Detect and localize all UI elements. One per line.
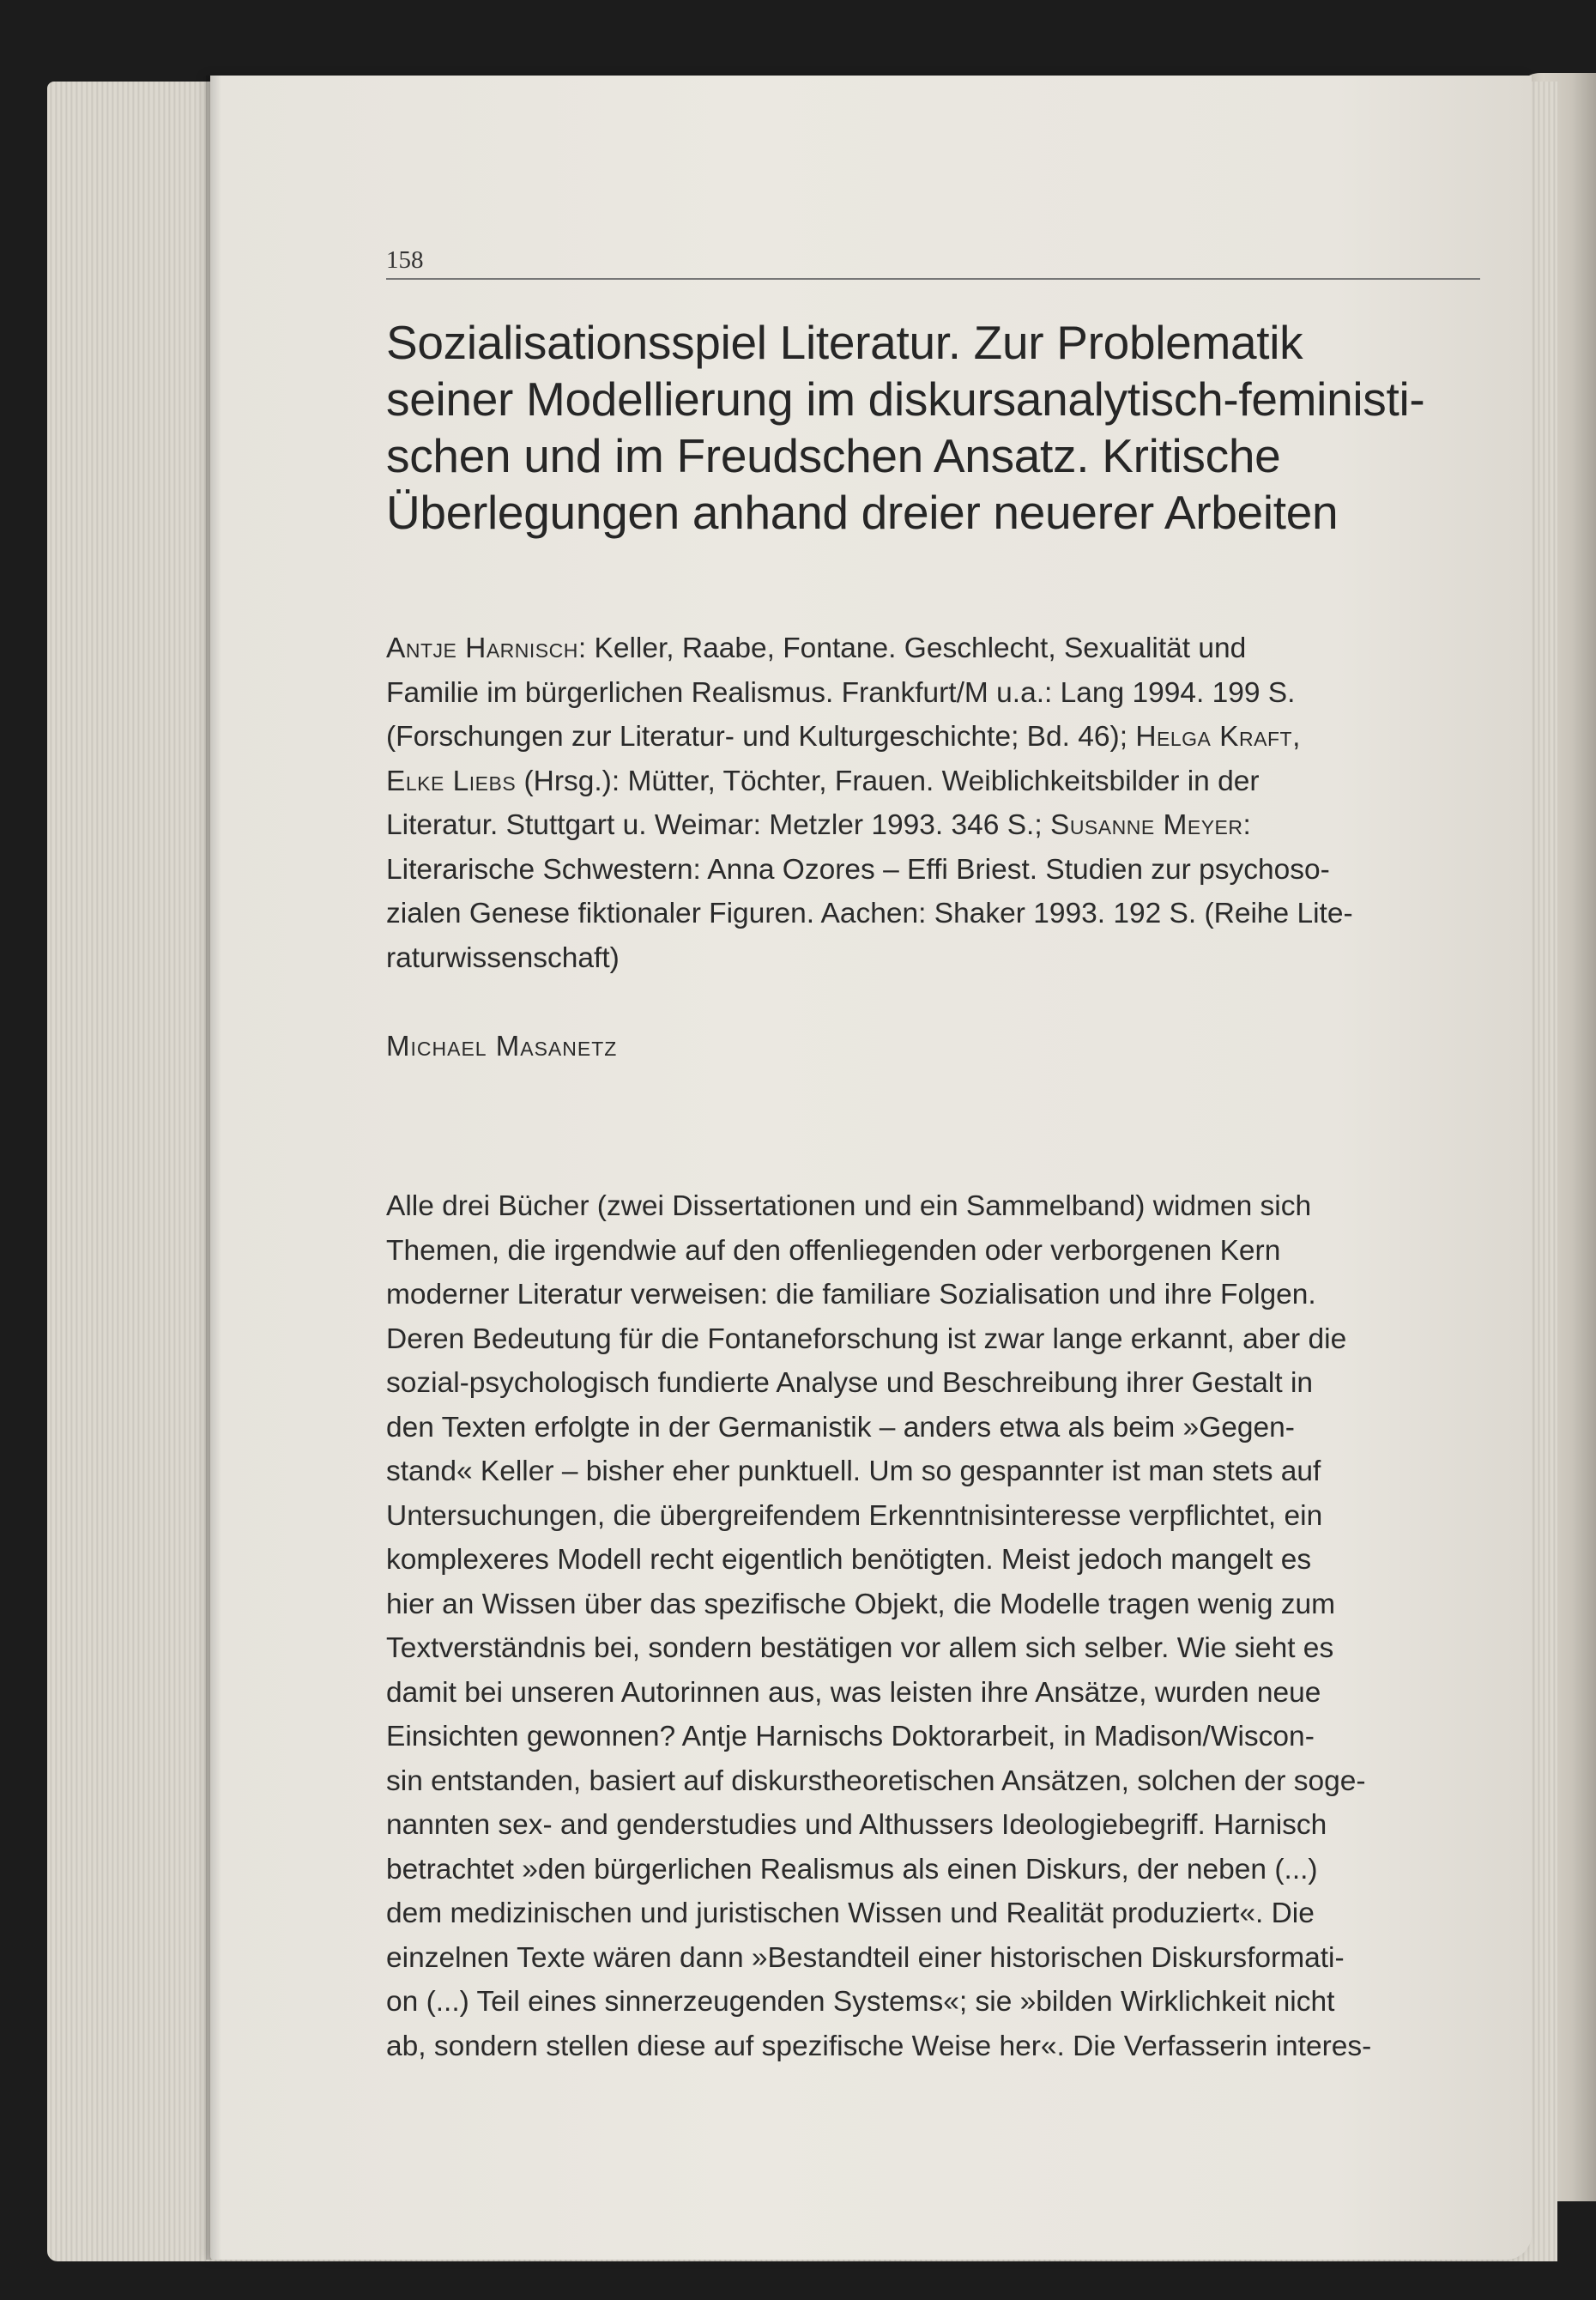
biblio-line: zialen Genese fiktionaler Figuren. Aachen: Shaker 1993. 192 S. (Reihe Lite- — [386, 898, 1353, 929]
running-header — [386, 239, 1480, 280]
biblio-author: Elke Liebs — [386, 765, 517, 797]
body-line: Einsichten gewonnen? Antje Harnischs Doktorarbeit, in Madison/Wiscon- — [386, 1721, 1315, 1752]
body-line: Themen, die irgendwie auf den offenliegenden oder verborgenen Kern — [386, 1234, 1281, 1267]
body-line: Alle drei Bücher (zwei Dissertationen und ein Sammelband) widmen sich — [386, 1190, 1312, 1222]
body-line: damit bei unseren Autorinnen aus, was leisten ihre Ansätze, wurden neue — [386, 1676, 1321, 1709]
body-line: moderner Literatur verweisen: die familiare Sozialisation und ihre Folgen. — [386, 1279, 1316, 1310]
biblio-author: Helga Kraft, — [1135, 721, 1301, 753]
page-edge-shadow — [206, 76, 221, 2260]
page-number: 158 — [386, 246, 424, 274]
biblio-line: raturwissenschaft) — [386, 941, 620, 974]
body-line: on (...) Teil eines sinnerzeugenden Systems«; sie »bilden Wirklichkeit nicht — [386, 1986, 1335, 2018]
title-line: Sozialisationsspiel Literatur. Zur Problematik — [386, 316, 1303, 369]
body-line: dem medizinischen und juristischen Wissen und Realität produziert«. Die — [386, 1898, 1315, 1929]
biblio-line: Elke Liebs (Hrsg.): Mütter, Töchter, Frauen. Weiblichkeitsbilder in der — [386, 765, 1260, 797]
body-line: ab, sondern stellen diese auf spezifische Weise her«. Die Verfasserin interes- — [386, 2030, 1372, 2062]
body-line: Deren Bedeutung für die Fontaneforschung ist zwar lange erkannt, aber die — [386, 1322, 1347, 1355]
biblio-author: Susanne Meyer — [1049, 809, 1243, 841]
biblio-line: Literatur. Stuttgart u. Weimar: Metzler 1993. 346 S.; Susanne Meyer: — [386, 809, 1251, 841]
body-line: stand« Keller – bisher eher punktuell. Um so gespannter ist man stets auf — [386, 1456, 1321, 1487]
biblio-line: Familie im bürgerlichen Realismus. Frankfurt/M u.a.: Lang 1994. 199 S. — [386, 676, 1296, 709]
body-text — [386, 1184, 1480, 2068]
body-line: Textverständnis bei, sondern bestätigen vor allem sich selber. Wie sieht es — [386, 1632, 1334, 1664]
biblio-author: Antje Harnisch — [386, 632, 578, 664]
body-line: den Texten erfolgte in der Germanistik – anders etwa als beim »Gegen- — [386, 1411, 1295, 1444]
article-title — [386, 314, 1493, 541]
body-line: Untersuchungen, die übergreifendem Erkenntnisinteresse verpflichtet, ein — [386, 1499, 1323, 1532]
title-line: schen und im Freudschen Ansatz. Kritische — [386, 429, 1281, 482]
book-page — [210, 76, 1532, 2260]
title-line: Überlegungen anhand dreier neuerer Arbeiten — [386, 486, 1339, 539]
biblio-line: Antje Harnisch: Keller, Raabe, Fontane. Geschlecht, Sexualität und — [386, 632, 1247, 664]
title-line: seiner Modellierung im diskursanalytisch-feministi- — [386, 372, 1425, 426]
biblio-line: Literarische Schwestern: Anna Ozores – Effi Briest. Studien zur psychoso- — [386, 853, 1330, 886]
body-line: hier an Wissen über das spezifische Objekt, die Modelle tragen wenig zum — [386, 1588, 1336, 1620]
biblio-line: (Forschungen zur Literatur- und Kulturgeschichte; Bd. 46); Helga Kraft, — [386, 721, 1301, 753]
bibliography — [386, 626, 1480, 980]
body-line: komplexeres Modell recht eigentlich benötigten. Meist jedoch mangelt es — [386, 1544, 1312, 1576]
body-line: sozial-psychologisch fundierte Analyse und Beschreibung ihrer Gestalt in — [386, 1367, 1314, 1399]
page-content — [386, 239, 1596, 2068]
review-author: Michael Masanetz — [386, 1030, 618, 1062]
body-line: betrachtet »den bürgerlichen Realismus als einen Diskurs, der neben (...) — [386, 1853, 1318, 1885]
body-line: nannten sex- and genderstudies und Althussers Ideologiebegriff. Harnisch — [386, 1809, 1327, 1841]
body-line: sin entstanden, basiert auf diskurstheoretischen Ansätzen, solchen der soge- — [386, 1764, 1366, 1797]
body-line: einzelnen Texte wären dann »Bestandteil einer historischen Diskursformati- — [386, 1941, 1345, 1974]
